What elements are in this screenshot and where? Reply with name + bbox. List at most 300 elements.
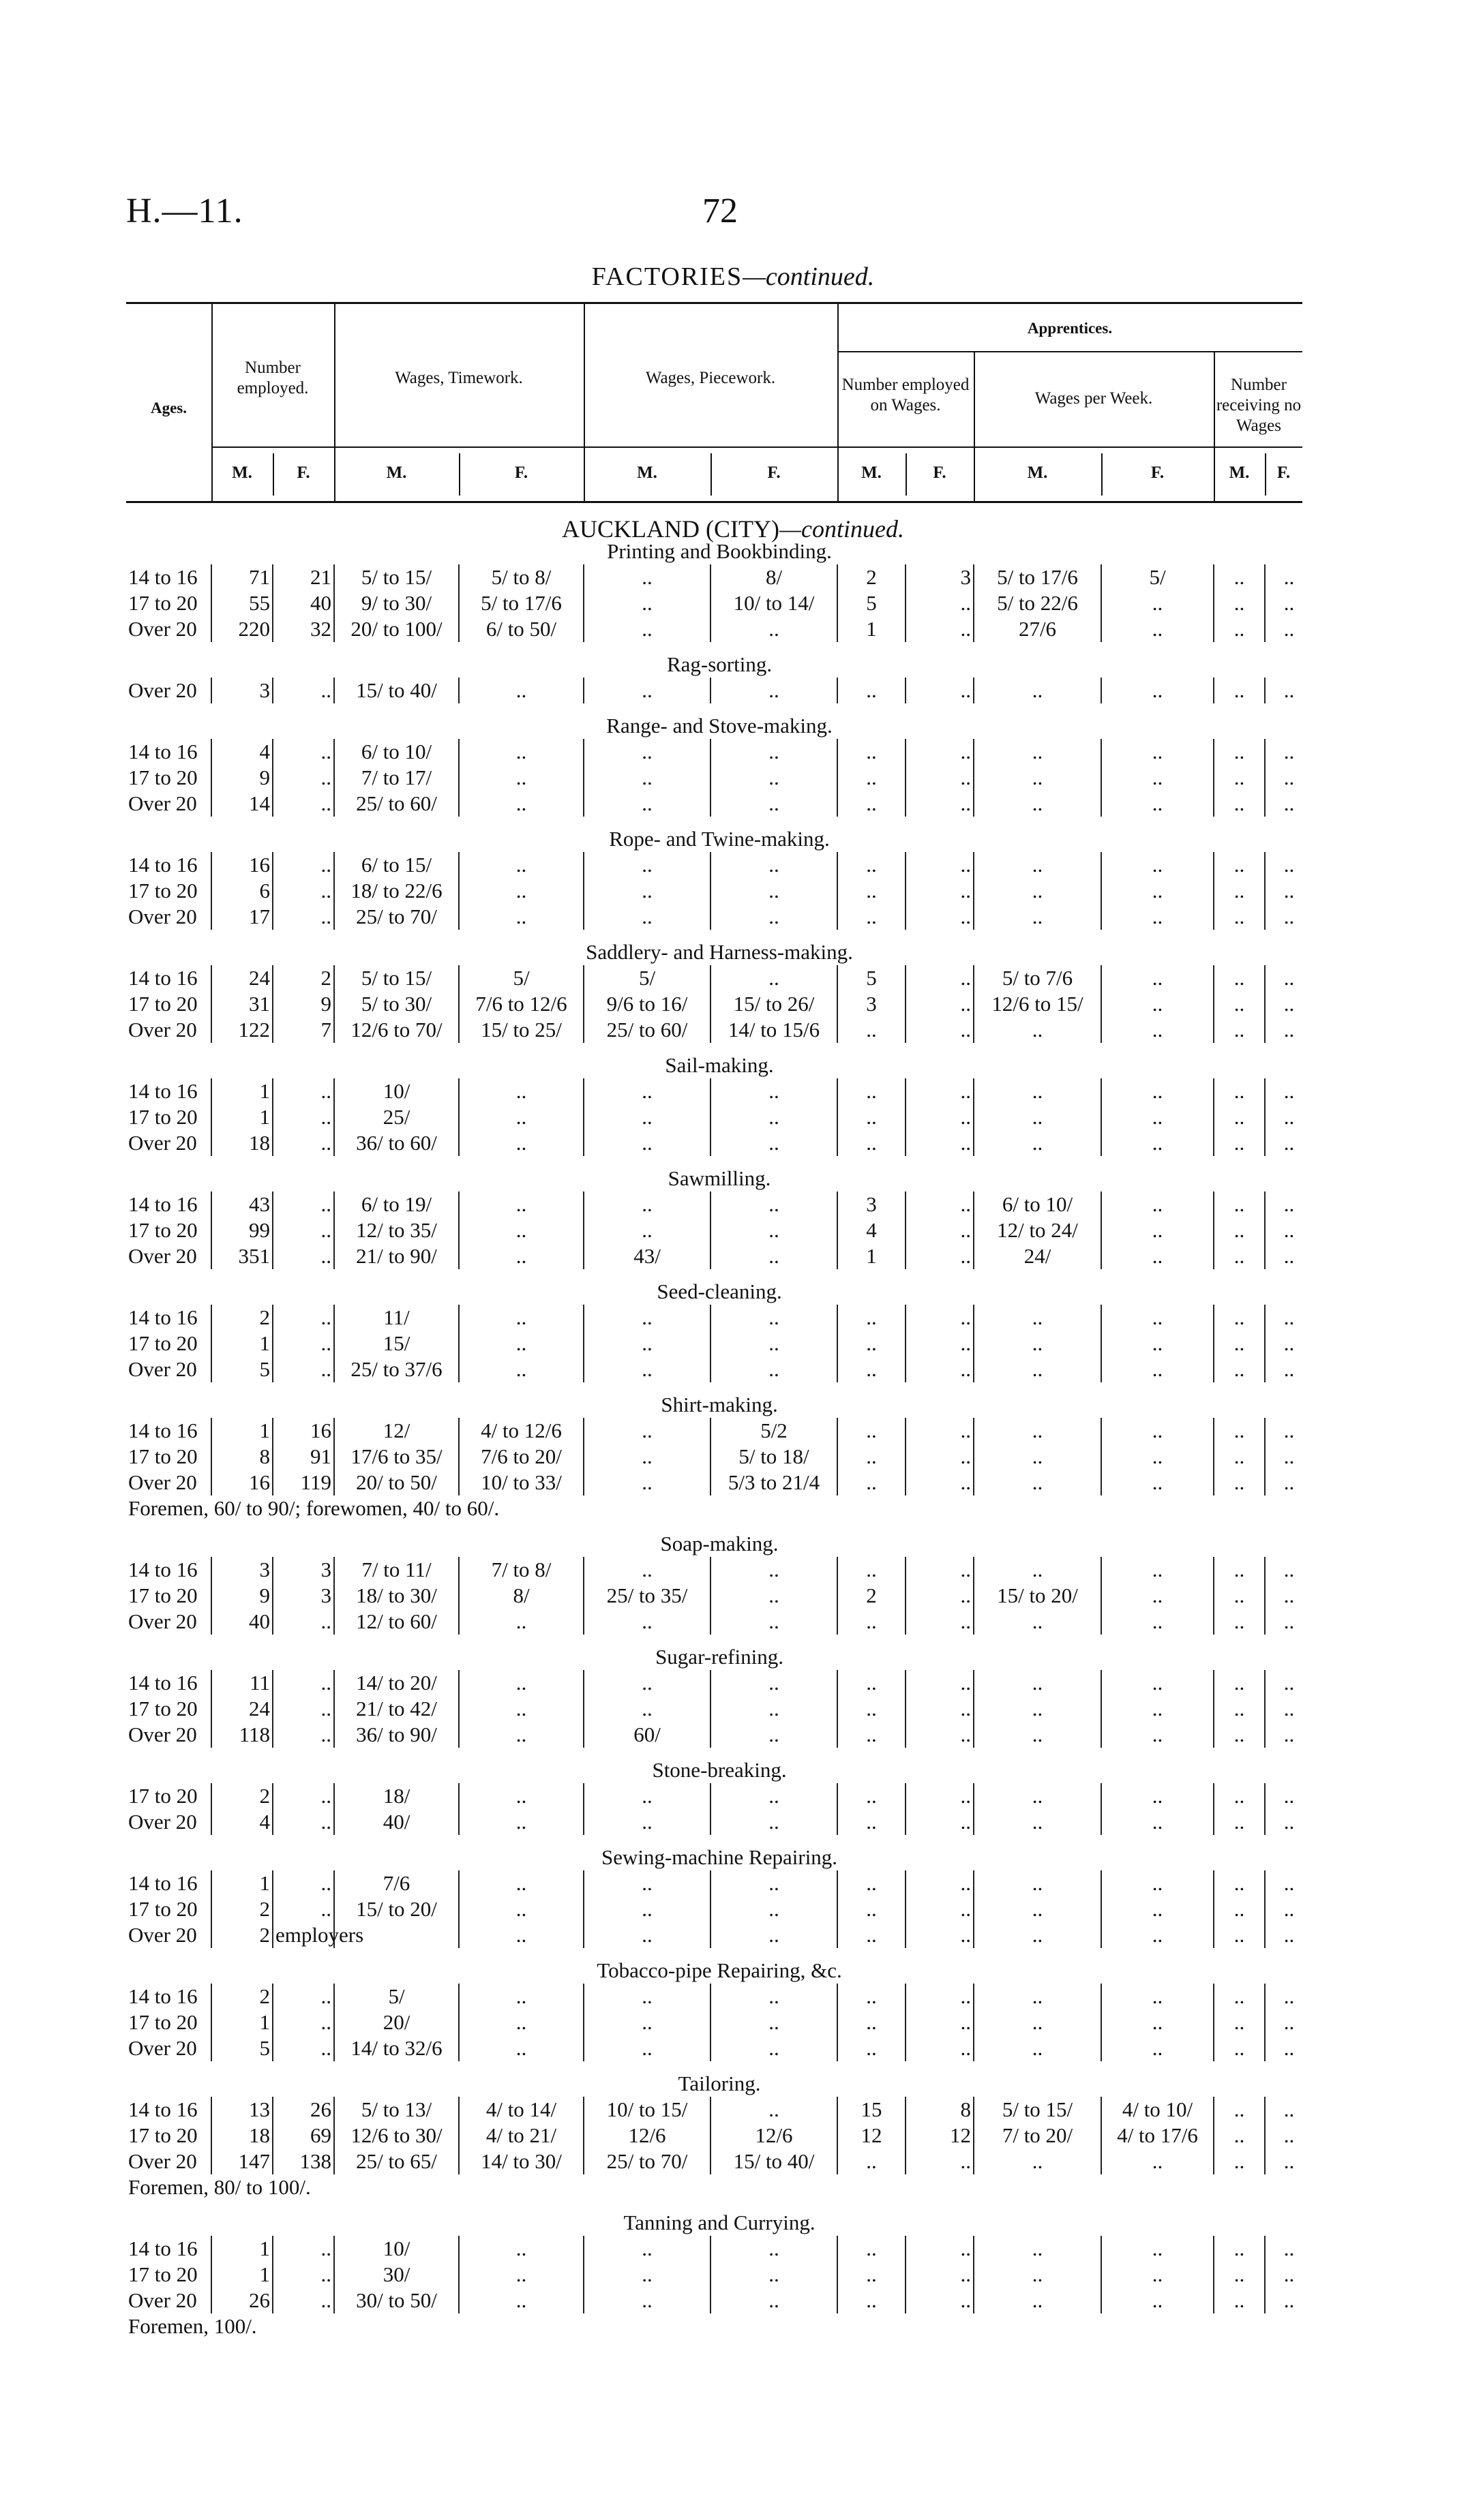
table-cell: .. bbox=[1101, 878, 1214, 904]
table-cell: .. bbox=[837, 2262, 906, 2288]
table-row bbox=[126, 878, 1313, 904]
table-cell: .. bbox=[974, 1984, 1101, 2009]
table-cell: .. bbox=[459, 1305, 584, 1331]
table-cell: 25/ to 65/ bbox=[334, 2149, 459, 2174]
table-cell: 4/ to 10/ bbox=[1101, 2097, 1214, 2123]
table-cell: .. bbox=[1101, 616, 1214, 642]
table-row bbox=[126, 1078, 1313, 1104]
table-cell: .. bbox=[1101, 1557, 1214, 1583]
table-cell: .. bbox=[837, 2009, 906, 2035]
section-title: Tobacco-pipe Repairing, &c. bbox=[597, 1958, 842, 1982]
table-cell: .. bbox=[459, 1356, 584, 1382]
table-cell: 12/6 bbox=[584, 2123, 710, 2149]
table-cell: 15/ to 20/ bbox=[974, 1583, 1101, 1609]
table-cell: 5 bbox=[837, 965, 906, 991]
table-cell: .. bbox=[974, 878, 1101, 904]
table-cell: .. bbox=[273, 1609, 334, 1635]
table-cell: .. bbox=[906, 678, 974, 703]
header-apprentices-employed: Number employed on Wages. bbox=[841, 376, 970, 414]
table-cell: .. bbox=[273, 852, 334, 878]
table-cell: 40 bbox=[211, 1609, 273, 1635]
table-cell: 25/ to 60/ bbox=[584, 1017, 710, 1043]
table-cell: .. bbox=[1214, 1583, 1265, 1609]
sub-m: M. bbox=[386, 464, 407, 482]
table-row bbox=[126, 1017, 1313, 1043]
table-cell: .. bbox=[906, 1243, 974, 1269]
table-cell: .. bbox=[710, 1356, 837, 1382]
table-row bbox=[126, 1305, 1313, 1331]
table-cell: .. bbox=[974, 1722, 1101, 1748]
table-cell: .. bbox=[1265, 1922, 1313, 1948]
table-cell: 6/ to 10/ bbox=[334, 739, 459, 765]
table-cell: .. bbox=[837, 2035, 906, 2061]
table-cell: 1 bbox=[211, 2236, 273, 2262]
footnote-row bbox=[126, 2313, 1313, 2339]
table-cell: 3 bbox=[273, 1557, 334, 1583]
table-cell: .. bbox=[1265, 1305, 1313, 1331]
table-cell: .. bbox=[1101, 1809, 1214, 1835]
table-cell: .. bbox=[584, 2288, 710, 2313]
section-title: Sail-making. bbox=[665, 1053, 774, 1077]
table-cell: .. bbox=[710, 1722, 837, 1748]
table-cell: 32 bbox=[273, 616, 334, 642]
table-cell: .. bbox=[906, 878, 974, 904]
table-cell: .. bbox=[837, 852, 906, 878]
section-title-row bbox=[126, 1392, 1313, 1418]
table-cell: 18/ to 30/ bbox=[334, 1583, 459, 1609]
table-cell: .. bbox=[584, 616, 710, 642]
table-cell: .. bbox=[584, 1356, 710, 1382]
table-cell: .. bbox=[837, 1670, 906, 1696]
table-cell: .. bbox=[837, 2288, 906, 2313]
sub-m: M. bbox=[1027, 464, 1048, 482]
section-title-row bbox=[126, 1958, 1313, 1984]
table-cell: .. bbox=[974, 1670, 1101, 1696]
table-cell: .. bbox=[273, 1896, 334, 1922]
section-spacer bbox=[126, 1748, 1313, 1757]
table-cell: .. bbox=[1101, 739, 1214, 765]
table-cell: 43/ bbox=[584, 1243, 710, 1269]
table-cell: 20/ bbox=[334, 2009, 459, 2035]
table-cell: .. bbox=[1265, 1331, 1313, 1356]
table-cell: 14 to 16 bbox=[128, 1305, 198, 1329]
section-spacer bbox=[126, 2339, 1313, 2349]
table-row bbox=[126, 1130, 1313, 1156]
table-cell: .. bbox=[273, 1696, 334, 1722]
table-cell: 17/6 to 35/ bbox=[334, 1444, 459, 1470]
table-cell: .. bbox=[1101, 1696, 1214, 1722]
table-cell: .. bbox=[974, 1130, 1101, 1156]
table-cell: .. bbox=[584, 2236, 710, 2262]
table-cell: .. bbox=[906, 1870, 974, 1896]
section-spacer bbox=[126, 703, 1313, 713]
table-cell: .. bbox=[584, 1305, 710, 1331]
section-spacer bbox=[126, 1635, 1313, 1644]
table-row bbox=[126, 1217, 1313, 1243]
table-row bbox=[126, 1670, 1313, 1696]
table-cell: .. bbox=[1101, 1583, 1214, 1609]
table-cell: 16 bbox=[211, 852, 273, 878]
table-cell: 17 to 20 bbox=[128, 1444, 198, 1468]
table-cell: .. bbox=[710, 2288, 837, 2313]
table-cell: .. bbox=[273, 2035, 334, 2061]
table-cell: .. bbox=[1101, 1078, 1214, 1104]
table-cell: .. bbox=[1265, 1017, 1313, 1043]
table-cell: .. bbox=[1265, 2288, 1313, 2313]
table-cell: .. bbox=[1265, 1191, 1313, 1217]
table-cell: .. bbox=[906, 1104, 974, 1130]
place-name: AUCKLAND (CITY) bbox=[562, 515, 779, 543]
table-cell: 26 bbox=[273, 2097, 334, 2123]
table-cell: 3 bbox=[211, 1557, 273, 1583]
table-cell: .. bbox=[1265, 1130, 1313, 1156]
table-cell: .. bbox=[974, 1609, 1101, 1635]
section-spacer bbox=[126, 642, 1313, 652]
table-cell: .. bbox=[710, 616, 837, 642]
table-cell: .. bbox=[1101, 1305, 1214, 1331]
table-cell: .. bbox=[584, 1418, 710, 1444]
table-cell: 17 to 20 bbox=[128, 1897, 198, 1921]
section-spacer bbox=[126, 2061, 1313, 2071]
sub-m: M. bbox=[232, 464, 252, 482]
table-cell: .. bbox=[1101, 1243, 1214, 1269]
table-row bbox=[126, 2149, 1313, 2174]
table-cell: .. bbox=[1214, 1078, 1265, 1104]
table-cell: 55 bbox=[211, 590, 273, 616]
table-cell: .. bbox=[1101, 1444, 1214, 1470]
table-cell: .. bbox=[906, 1984, 974, 2009]
table-cell: 7/6 bbox=[334, 1870, 459, 1896]
table-body bbox=[126, 538, 1313, 2349]
table-cell: 17 to 20 bbox=[128, 2262, 198, 2286]
table-cell: 14 to 16 bbox=[128, 2097, 198, 2121]
table-cell: .. bbox=[710, 1217, 837, 1243]
table-cell: .. bbox=[1101, 2236, 1214, 2262]
section-title: Rope- and Twine-making. bbox=[609, 827, 830, 851]
table-cell: .. bbox=[1214, 2262, 1265, 2288]
table-row bbox=[126, 1191, 1313, 1217]
table-cell: 14 to 16 bbox=[128, 1984, 198, 2008]
table-cell: .. bbox=[1265, 2236, 1313, 2262]
table-cell: .. bbox=[1265, 590, 1313, 616]
table-cell: .. bbox=[273, 1130, 334, 1156]
table-cell: 16 bbox=[211, 1470, 273, 1496]
table-cell: .. bbox=[273, 1722, 334, 1748]
table-cell: 31 bbox=[211, 991, 273, 1017]
table-cell: .. bbox=[584, 2035, 710, 2061]
table-cell: .. bbox=[459, 2262, 584, 2288]
table-cell: .. bbox=[459, 1984, 584, 2009]
table-cell: .. bbox=[584, 1670, 710, 1696]
table-cell: 1 bbox=[211, 1078, 273, 1104]
table-cell: .. bbox=[273, 1078, 334, 1104]
table-cell: 1 bbox=[837, 1243, 906, 1269]
table-cell: 5/ to 7/6 bbox=[974, 965, 1101, 991]
table-cell: 17 to 20 bbox=[128, 2123, 198, 2147]
table-cell: .. bbox=[837, 878, 906, 904]
table-cell: 14 to 16 bbox=[128, 1558, 198, 1581]
section-title: Tailoring. bbox=[678, 2071, 761, 2095]
title-text: FACTORIES bbox=[591, 262, 743, 291]
table-cell: 5/ to 17/6 bbox=[974, 564, 1101, 590]
table-cell: 18 bbox=[211, 1130, 273, 1156]
table-cell: .. bbox=[584, 590, 710, 616]
table-cell: .. bbox=[837, 1696, 906, 1722]
table-cell: 1 bbox=[211, 1331, 273, 1356]
table-cell: .. bbox=[710, 791, 837, 817]
table-row bbox=[126, 1809, 1313, 1835]
table-cell: .. bbox=[837, 1809, 906, 1835]
table-cell: .. bbox=[710, 1896, 837, 1922]
spacer-cell bbox=[126, 1835, 1313, 1845]
table-cell: .. bbox=[1101, 791, 1214, 817]
table-cell: .. bbox=[837, 1870, 906, 1896]
table-row bbox=[126, 1984, 1313, 2009]
table-cell: 21 bbox=[273, 564, 334, 590]
table-cell: .. bbox=[1214, 1017, 1265, 1043]
table-cell: 43 bbox=[211, 1191, 273, 1217]
table-cell: 17 to 20 bbox=[128, 1218, 198, 1242]
table-cell: 9/ to 30/ bbox=[334, 590, 459, 616]
table-cell: .. bbox=[1265, 2009, 1313, 2035]
table-cell: 9/6 to 16/ bbox=[584, 991, 710, 1017]
table-cell: 7/ to 17/ bbox=[334, 765, 459, 791]
table-cell: 10/ bbox=[334, 1078, 459, 1104]
table-cell: 4/ to 14/ bbox=[459, 2097, 584, 2123]
table-row bbox=[126, 616, 1313, 642]
table-row bbox=[126, 2035, 1313, 2061]
table-cell: .. bbox=[1265, 1217, 1313, 1243]
table-cell: .. bbox=[974, 678, 1101, 703]
table-cell: Over 20 bbox=[128, 1810, 197, 1834]
section-spacer bbox=[126, 1835, 1313, 1845]
section-footnote: Foremen, 60/ to 90/; forewomen, 40/ to 60/. bbox=[128, 1496, 500, 1520]
table-cell: 24 bbox=[211, 1696, 273, 1722]
table-cell: 10/ to 33/ bbox=[459, 1470, 584, 1496]
table-cell: .. bbox=[1265, 2262, 1313, 2288]
table-cell: 15/ to 20/ bbox=[334, 1896, 459, 1922]
table-cell: .. bbox=[1214, 965, 1265, 991]
table-cell: Over 20 bbox=[128, 1470, 197, 1494]
table-cell: .. bbox=[584, 1104, 710, 1130]
table-cell: .. bbox=[974, 1922, 1101, 1948]
table-cell: 20/ to 100/ bbox=[334, 616, 459, 642]
table-cell: .. bbox=[584, 1130, 710, 1156]
table-row bbox=[126, 1557, 1313, 1583]
table-cell: .. bbox=[906, 1470, 974, 1496]
table-cell: 12/ to 60/ bbox=[334, 1609, 459, 1635]
table-cell: .. bbox=[1101, 1670, 1214, 1696]
table-cell: 91 bbox=[273, 1444, 334, 1470]
table-cell: .. bbox=[1265, 616, 1313, 642]
table-cell: .. bbox=[273, 2262, 334, 2288]
table-cell: .. bbox=[1101, 2262, 1214, 2288]
table-cell: .. bbox=[974, 1896, 1101, 1922]
table-row bbox=[126, 791, 1313, 817]
table-cell: 4/ to 17/6 bbox=[1101, 2123, 1214, 2149]
table-cell: 9 bbox=[211, 1583, 273, 1609]
table-cell: .. bbox=[273, 878, 334, 904]
table-cell: .. bbox=[1265, 564, 1313, 590]
table-cell: .. bbox=[906, 1696, 974, 1722]
table-cell: .. bbox=[837, 1418, 906, 1444]
table-row bbox=[126, 2097, 1313, 2123]
table-cell: .. bbox=[906, 1017, 974, 1043]
table-cell: .. bbox=[710, 2097, 837, 2123]
table-cell: .. bbox=[459, 904, 584, 930]
table-cell: 4/ to 21/ bbox=[459, 2123, 584, 2149]
table-cell: .. bbox=[584, 1557, 710, 1583]
table-cell: 15/ to 26/ bbox=[710, 991, 837, 1017]
table-cell: .. bbox=[1265, 1670, 1313, 1696]
spacer-cell bbox=[126, 1948, 1313, 1958]
table-cell: .. bbox=[459, 2236, 584, 2262]
section-title: Sawmilling. bbox=[668, 1166, 771, 1190]
table-cell: .. bbox=[1101, 678, 1214, 703]
table-cell: .. bbox=[710, 1870, 837, 1896]
table-cell: .. bbox=[584, 1783, 710, 1809]
table-cell: .. bbox=[1265, 1470, 1313, 1496]
table-cell: .. bbox=[1214, 1331, 1265, 1356]
table-cell: .. bbox=[1101, 1984, 1214, 2009]
table-cell: .. bbox=[584, 2262, 710, 2288]
table-cell: .. bbox=[837, 1078, 906, 1104]
table-cell: .. bbox=[710, 1078, 837, 1104]
table-cell: .. bbox=[837, 739, 906, 765]
table-cell: .. bbox=[906, 616, 974, 642]
table-cell: .. bbox=[1101, 2288, 1214, 2313]
table-cell: .. bbox=[974, 1104, 1101, 1130]
table-cell: 6/ to 50/ bbox=[459, 616, 584, 642]
section-spacer bbox=[126, 930, 1313, 939]
table-cell: 12/6 to 30/ bbox=[334, 2123, 459, 2149]
table-cell: .. bbox=[1101, 590, 1214, 616]
table-cell: 20/ to 50/ bbox=[334, 1470, 459, 1496]
table-cell: .. bbox=[710, 878, 837, 904]
spacer-cell bbox=[126, 642, 1313, 652]
table-cell: .. bbox=[584, 2009, 710, 2035]
header-ages: Ages. bbox=[150, 399, 188, 416]
table-cell: 16 bbox=[273, 1418, 334, 1444]
table-cell: 8/ bbox=[459, 1583, 584, 1609]
table-cell: 1 bbox=[211, 2009, 273, 2035]
table-cell: .. bbox=[837, 1444, 906, 1470]
table-cell: .. bbox=[906, 1896, 974, 1922]
table-cell: .. bbox=[710, 1922, 837, 1948]
table-row bbox=[126, 1583, 1313, 1609]
table-cell: .. bbox=[1101, 852, 1214, 878]
table-cell: .. bbox=[837, 1305, 906, 1331]
footnote-row bbox=[126, 2174, 1313, 2200]
table-cell: .. bbox=[1265, 1243, 1313, 1269]
table-cell: Over 20 bbox=[128, 678, 197, 702]
table-cell: 15/ bbox=[334, 1331, 459, 1356]
table-cell: 4 bbox=[211, 739, 273, 765]
table-cell: 6 bbox=[211, 878, 273, 904]
section-title: Tanning and Currying. bbox=[623, 2211, 816, 2234]
table-cell: .. bbox=[837, 1896, 906, 1922]
table-cell: 14 to 16 bbox=[128, 853, 198, 877]
table-cell: .. bbox=[906, 1922, 974, 1948]
table-cell: 5/ to 13/ bbox=[334, 2097, 459, 2123]
table-cell: .. bbox=[1214, 1191, 1265, 1217]
table-cell: .. bbox=[974, 1557, 1101, 1583]
table-cell: .. bbox=[1214, 2288, 1265, 2313]
section-footnote: Foremen, 100/. bbox=[128, 2314, 257, 2338]
table-cell: .. bbox=[710, 1984, 837, 2009]
table-row bbox=[126, 1896, 1313, 1922]
table-cell: .. bbox=[459, 1870, 584, 1896]
table-cell: .. bbox=[710, 1331, 837, 1356]
table-cell: 122 bbox=[211, 1017, 273, 1043]
section-spacer bbox=[126, 1521, 1313, 1531]
table-cell: .. bbox=[273, 1984, 334, 2009]
table-row bbox=[126, 2288, 1313, 2313]
table-cell: .. bbox=[1214, 904, 1265, 930]
table-cell: .. bbox=[1101, 1783, 1214, 1809]
table-cell: 17 to 20 bbox=[128, 992, 198, 1016]
table-cell: .. bbox=[710, 965, 837, 991]
table-cell: .. bbox=[1265, 1809, 1313, 1835]
table-cell: .. bbox=[584, 852, 710, 878]
table-row bbox=[126, 739, 1313, 765]
header-number-employed: Number employed. bbox=[237, 359, 309, 397]
table-row bbox=[126, 2236, 1313, 2262]
table-row bbox=[126, 991, 1313, 1017]
table-cell: .. bbox=[459, 1078, 584, 1104]
table-cell: .. bbox=[906, 2149, 974, 2174]
table-cell: .. bbox=[1265, 1783, 1313, 1809]
table-cell: 25/ to 70/ bbox=[334, 904, 459, 930]
table-cell: .. bbox=[1214, 2149, 1265, 2174]
table-cell: 12/6 bbox=[710, 2123, 837, 2149]
table-cell: .. bbox=[837, 1331, 906, 1356]
table-cell: .. bbox=[906, 1557, 974, 1583]
table-cell: .. bbox=[974, 1783, 1101, 1809]
table-cell: 5 bbox=[211, 2035, 273, 2061]
table-cell: .. bbox=[1101, 2035, 1214, 2061]
section-title-row bbox=[126, 1279, 1313, 1305]
spacer-cell bbox=[126, 2200, 1313, 2210]
table-cell: .. bbox=[584, 1696, 710, 1722]
table-cell: .. bbox=[906, 765, 974, 791]
table-cell: .. bbox=[710, 1609, 837, 1635]
spacer-cell bbox=[126, 1748, 1313, 1757]
table-cell: Over 20 bbox=[128, 1923, 197, 1947]
table-cell: 5/ bbox=[334, 1984, 459, 2009]
table-cell: .. bbox=[459, 678, 584, 703]
table-cell: 21/ to 90/ bbox=[334, 1243, 459, 1269]
table-cell: .. bbox=[1214, 2236, 1265, 2262]
table-cell: .. bbox=[1214, 878, 1265, 904]
table-cell: .. bbox=[1101, 1922, 1214, 1948]
table-cell: .. bbox=[1101, 1418, 1214, 1444]
table-cell: .. bbox=[584, 878, 710, 904]
table-cell: .. bbox=[974, 1809, 1101, 1835]
table-cell: .. bbox=[906, 1583, 974, 1609]
table-cell: .. bbox=[1214, 1809, 1265, 1835]
table-cell: .. bbox=[459, 1609, 584, 1635]
table-cell: .. bbox=[584, 1922, 710, 1948]
table-cell: .. bbox=[1214, 852, 1265, 878]
table-cell: .. bbox=[1265, 1722, 1313, 1748]
table-cell: 17 bbox=[211, 904, 273, 930]
table-row bbox=[126, 2009, 1313, 2035]
table-cell: .. bbox=[584, 1470, 710, 1496]
table-cell: .. bbox=[273, 765, 334, 791]
table-cell: 25/ to 35/ bbox=[584, 1583, 710, 1609]
table-cell: .. bbox=[1265, 1356, 1313, 1382]
